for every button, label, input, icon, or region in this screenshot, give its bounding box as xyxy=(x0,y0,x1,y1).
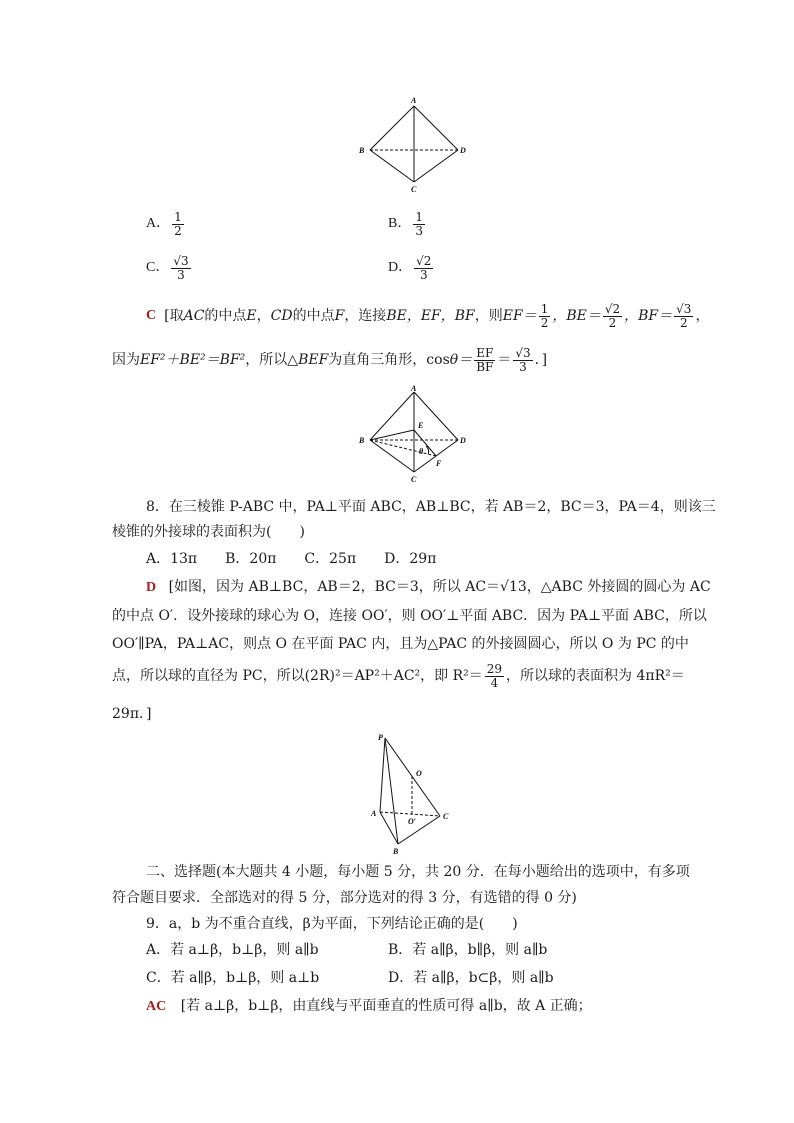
q8-options: A．13π B．20π C．25π D．29π xyxy=(146,551,437,567)
fig1-label-b: B xyxy=(359,146,365,155)
fig2-label-a: A xyxy=(411,384,417,393)
fig3-label-p: P xyxy=(378,733,383,742)
fig3-label-o2: O′ xyxy=(408,817,417,826)
answer-letter: AC xyxy=(146,999,167,1014)
q9-answer: AC [若 a⊥β，b⊥β，由直线与平面垂直的性质可得 a∥b，故 A 正确； xyxy=(146,998,592,1014)
q7-option-d: D． $\frac{√2}{3}$ xyxy=(388,253,432,282)
fig2-label-theta: θ xyxy=(419,447,424,456)
figure-tetrahedron-2 xyxy=(356,384,472,484)
fig3-label-c: C xyxy=(443,812,449,821)
q8-stem-line2: 棱锥的外接球的表面积为( ) xyxy=(112,524,305,540)
q8-stem-line1: 8．在三棱锥 P-ABC 中，PA⊥平面 ABC，AB⊥BC，若 AB＝2，BC＝3，PA＝4，则该三 xyxy=(146,499,716,515)
q9-option-c: C．若 a∥β，b⊥β，则 a⊥b xyxy=(146,970,320,986)
q9-option-b: B．若 a∥β，b∥β，则 a∥b xyxy=(388,942,548,958)
q9-option-a: A．若 a⊥β，b⊥β，则 a∥b xyxy=(146,942,319,958)
fig2-label-b: B xyxy=(359,436,365,445)
fig2-label-f: F xyxy=(436,459,442,468)
fig2-label-d: D xyxy=(460,436,466,445)
q8-answer-line3: OO′∥PA，PA⊥AC，则点 O 在平面 PAC 内，且为△PAC 的外接圆圆心，所以 O 为 PC 的中 xyxy=(112,636,689,652)
q7-option-c: C． $\frac{√3}{3}$ xyxy=(146,253,189,282)
fig1-label-d: D xyxy=(460,146,466,155)
fig2-label-c: C xyxy=(411,475,417,484)
fig2-label-e: E xyxy=(418,421,424,430)
answer-letter: D xyxy=(146,580,157,595)
figure-tetrahedron-1 xyxy=(356,94,472,194)
fig1-label-a: A xyxy=(411,96,417,105)
q8-answer-line1: D [如图，因为 AB⊥BC，AB＝2，BC＝3，所以 AC＝√13，△ABC 外接圆的圆心为 AC xyxy=(146,579,711,595)
fig3-label-b: B xyxy=(393,847,399,856)
q8-answer-line5: 29π．] xyxy=(112,706,152,722)
q7-answer-line1: C [取 AC 的中点 E ， CD 的中点 F ，连接 BE，EF，BF ，则 EF＝ $\frac{1}{2}$ ，BE＝ $\frac{√2}{2}$ ，BF＝ $\frac{√3}{2}$ ， xyxy=(146,301,710,330)
fig3-label-a: A xyxy=(371,809,377,818)
answer-letter: C xyxy=(146,308,157,323)
section2-line1: 二、选择题(本大题共 4 小题，每小题 5 分，共 20 分．在每小题给出的选项中，有多项 xyxy=(146,864,690,880)
section2-line2: 符合题目要求．全部选对的得 5 分，部分选对的得 3 分，有选错的得 0 分) xyxy=(112,890,577,906)
q8-answer-line4: 点，所以球的直径为 PC，所以(2R)²＝AP²＋AC²，即 R²＝ $\frac{29}{4}$ ，所以球的表面积为 4πR²＝ xyxy=(112,661,685,690)
q8-answer-line2: 的中点 O′．设外接球的球心为 O，连接 OO′，则 OO′⊥平面 ABC．因为 PA⊥平面 ABC，所以 xyxy=(112,608,707,624)
q7-option-b: B． $\frac{1}{3}$ xyxy=(388,209,423,238)
fig3-label-o: O xyxy=(416,769,422,778)
fig1-label-c: C xyxy=(411,185,417,194)
q7-answer-line2: 因为 EF²＋BE²＝BF² ，所以△ BEF 为直角三角形，cos θ＝ $\frac{EF}{BF}$ ＝ $\frac{√3}{3}$ ．] xyxy=(112,345,548,374)
q7-option-a: A． $\frac{1}{2}$ xyxy=(146,209,182,238)
q9-stem: 9．a，b 为不重合直线，β为平面，下列结论正确的是( ) xyxy=(146,916,518,932)
figure-pyramid-3 xyxy=(368,730,460,856)
q9-option-d: D．若 a∥β，b⊂β，则 a∥b xyxy=(388,970,554,986)
